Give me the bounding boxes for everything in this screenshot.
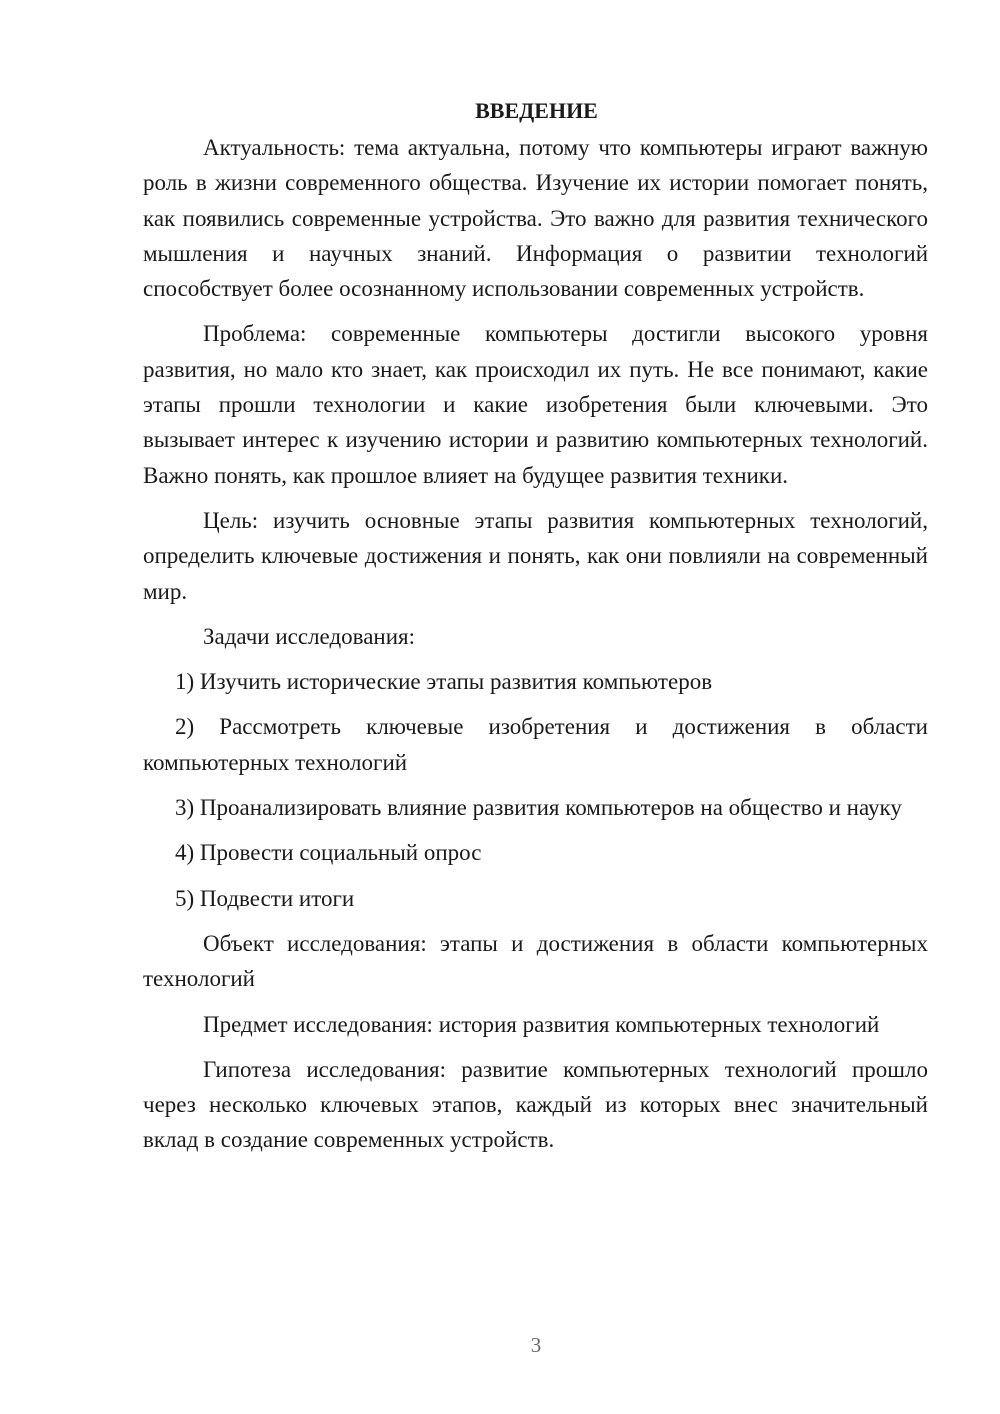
paragraph-hypothesis: Гипотеза исследования: развитие компьютерных технологий прошло через несколько ключевых этапов, каждый из которых внес значительный вклад в создание современных устройств. [143,1056,928,1153]
page-number: 3 [530,1333,542,1357]
task-item-2: 2) Рассмотреть ключевые изобретения и достижения в области компьютерных технологий [143,714,928,775]
paragraph-relevance: Актуальность: тема актуальна, потому что компьютеры играют важную роль в жизни современного общества. Изучение их истории помогает понять, как появились современные устройства. Это важно для развития технического мышления и научных знаний. Информация о развитии технологий способствует более осознанному использовании современных устройств. [143,135,928,302]
paragraph-subject: Предмет исследования: история развития компьютерных технологий [203,1011,880,1037]
task-item-1: 1) Изучить исторические этапы развития компьютеров [175,669,713,695]
paragraph-problem: Проблема: современные компьютеры достигли высокого уровня развития, но мало кто знает, как происходил их путь. Не все понимают, какие этапы прошли технологии и какие изобретения были ключевыми. Это вызывает интерес к изучению истории и развитию компьютерных технологий. Важно понять, как прошлое влияет на будущее развития техники. [143,321,928,488]
task-item-5: 5) Подвести итоги [175,885,355,911]
task-item-4: 4) Провести социальный опрос [175,840,482,866]
paragraph-goal: Цель: изучить основные этапы развития компьютерных технологий, определить ключевые достижения и понять, как они повлияли на современный мир. [143,507,928,604]
paragraph-object: Объект исследования: этапы и достижения в области компьютерных технологий [143,930,928,992]
page-title: ВВЕДЕНИЕ [475,98,598,123]
task-item-3: 3) Проанализировать влияние развития компьютеров на общество и науку [175,795,902,821]
paragraph-tasks-heading: Задачи исследования: [203,623,416,649]
page-content [143,93,928,1168]
